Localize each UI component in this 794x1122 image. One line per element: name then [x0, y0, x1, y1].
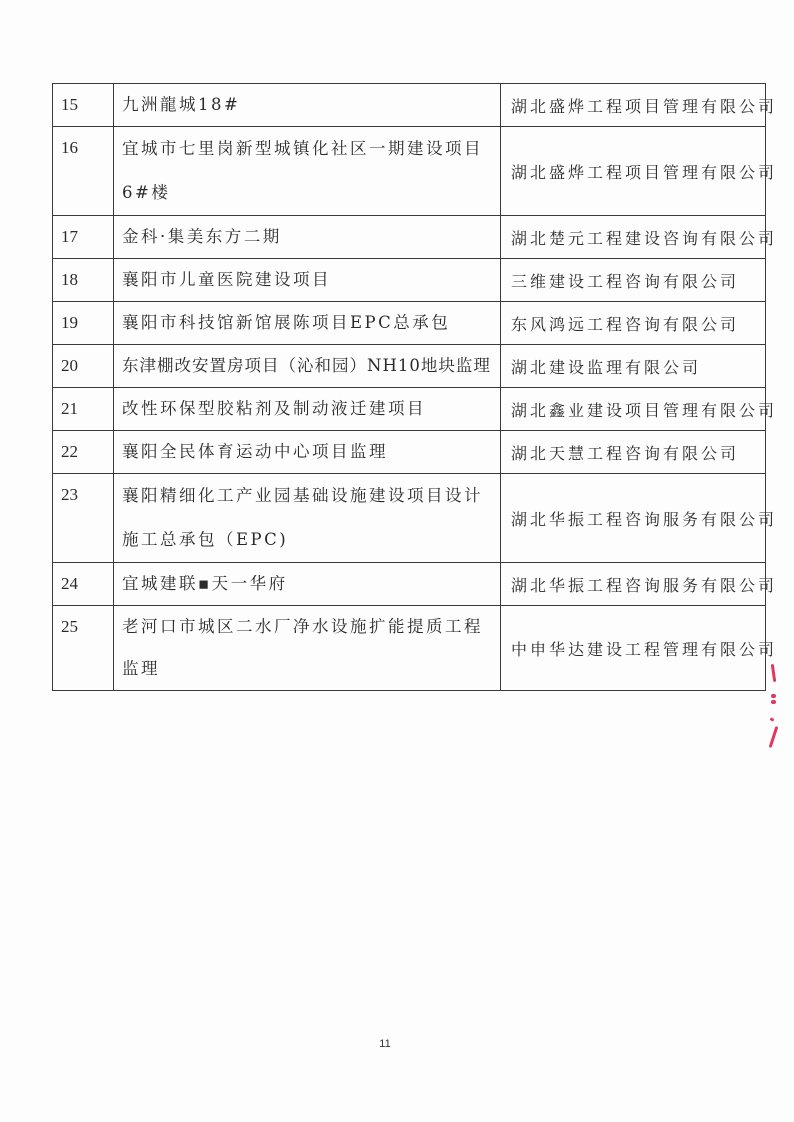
row-number: 21	[53, 388, 114, 431]
table-row	[53, 345, 766, 388]
table-row	[53, 302, 766, 345]
row-number: 17	[53, 216, 114, 259]
red-seal-stamp-fragment	[766, 660, 780, 755]
project-list-table	[52, 83, 778, 691]
row-number: 15	[53, 84, 114, 127]
table-row	[53, 388, 766, 431]
table-row	[53, 259, 766, 302]
table-row	[53, 127, 766, 216]
company-name: 湖北建设监理有限公司	[501, 345, 766, 388]
row-number: 22	[53, 431, 114, 474]
project-name: 东津棚改安置房项目（沁和园）NH10地块监理	[114, 345, 501, 388]
project-name: 宜城市七里岗新型城镇化社区一期建设项目 6#楼	[114, 127, 501, 216]
page-number: 11	[379, 1038, 391, 1050]
company-name: 湖北鑫业建设项目管理有限公司	[501, 388, 766, 431]
company-name: 中申华达建设工程管理有限公司	[501, 606, 766, 691]
project-name: 襄阳市科技馆新馆展陈项目EPC总承包	[114, 302, 501, 345]
table-row	[53, 474, 766, 563]
company-name: 湖北盛烨工程项目管理有限公司	[501, 127, 766, 216]
company-name: 三维建设工程咨询有限公司	[501, 259, 766, 302]
project-name: 老河口市城区二水厂净水设施扩能提质工程 监理	[114, 606, 501, 691]
project-name: 改性环保型胶粘剂及制动液迁建项目	[114, 388, 501, 431]
company-name: 湖北盛烨工程项目管理有限公司	[501, 84, 766, 127]
project-name: 襄阳全民体育运动中心项目监理	[114, 431, 501, 474]
project-name: 宜城建联▪天一华府	[114, 563, 501, 606]
table-row	[53, 84, 766, 127]
company-name: 湖北华振工程咨询服务有限公司	[501, 474, 766, 563]
company-name: 东风鸿远工程咨询有限公司	[501, 302, 766, 345]
table-row	[53, 606, 766, 691]
row-number: 16	[53, 127, 114, 216]
row-number: 23	[53, 474, 114, 563]
project-name: 金科·集美东方二期	[114, 216, 501, 259]
company-name: 湖北楚元工程建设咨询有限公司	[501, 216, 766, 259]
row-number: 20	[53, 345, 114, 388]
company-name: 湖北华振工程咨询服务有限公司	[501, 563, 766, 606]
project-name: 襄阳精细化工产业园基础设施建设项目设计 施工总承包（EPC)	[114, 474, 501, 563]
row-number: 18	[53, 259, 114, 302]
project-name: 襄阳市儿童医院建设项目	[114, 259, 501, 302]
table-row	[53, 216, 766, 259]
company-name: 湖北天慧工程咨询有限公司	[501, 431, 766, 474]
row-number: 19	[53, 302, 114, 345]
row-number: 25	[53, 606, 114, 691]
row-number: 24	[53, 563, 114, 606]
table-row	[53, 563, 766, 606]
table-row	[53, 431, 766, 474]
project-name: 九洲龍城18#	[114, 84, 501, 127]
